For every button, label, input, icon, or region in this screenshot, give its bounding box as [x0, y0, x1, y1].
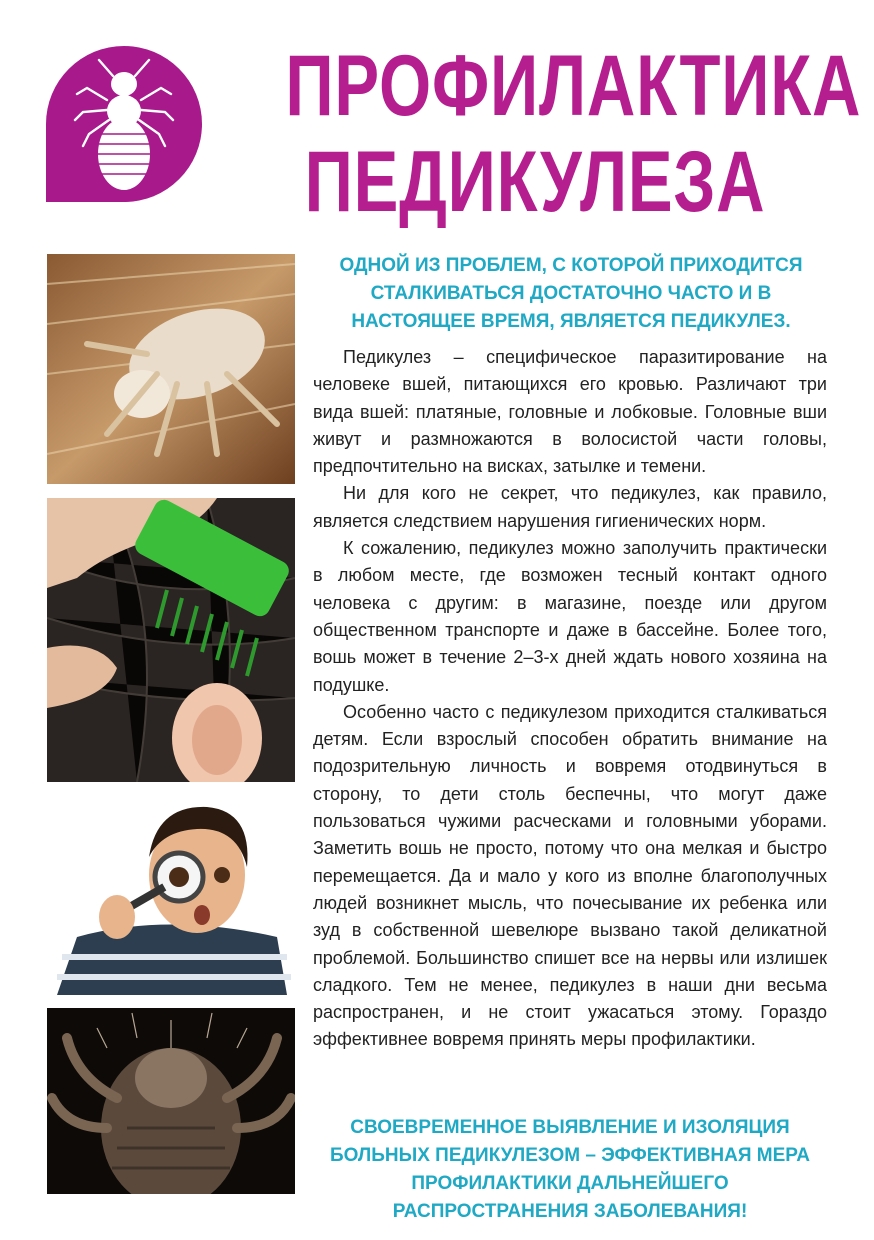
lead-heading: ОДНОЙ ИЗ ПРОБЛЕМ, С КОТОРОЙ ПРИХОДИТСЯ СТАЛКИВАТЬСЯ ДОСТАТОЧНО ЧАСТО И В НАСТОЯЩЕЕ ВРЕМЯ, ЯВЛЯЕТСЯ ПЕДИКУЛЕЗ.	[339, 255, 803, 332]
louse-microscope-photo	[47, 1008, 295, 1194]
paragraph-3: К сожалению, педикулез можно заполучить практически в любом месте, где возможен тесный контакт одного человека с другим: в магазине, поезде или другом общественном транспорте и даже в бассейне. Более того, вошь может в течение 2–3-х дней ждать нового хозяина на подушке.	[313, 538, 827, 695]
louse-closeup-photo	[47, 254, 295, 484]
paragraph-2: Ни для кого не секрет, что педикулез, как правило, является следствием нарушения гигиенических норм.	[313, 483, 827, 531]
boy-magnifier-photo	[47, 797, 295, 995]
title-line-2: ПЕДИКУЛЕЗА	[304, 134, 766, 230]
title-line-1: ПРОФИЛАКТИКА	[285, 38, 862, 134]
closing-statement: СВОЕВРЕМЕННОЕ ВЫЯВЛЕНИЕ И ИЗОЛЯЦИЯ БОЛЬНЫХ ПЕДИКУЛЕЗОМ – ЭФФЕКТИВНАЯ МЕРА ПРОФИЛАКТИКИ ДАЛЬНЕЙШЕГО РАСПРОСТРАНЕНИЯ ЗАБОЛЕВАНИЯ!	[329, 1117, 811, 1222]
comb-hair-photo	[47, 498, 295, 782]
logo-badge	[46, 46, 202, 202]
page-title	[285, 38, 862, 230]
article-body	[313, 344, 827, 1054]
paragraph-1: Педикулез – специфическое паразитирование на человеке вшей, питающихся его кровью. Различают три вида вшей: платяные, головные и лобковые. Головные вши живут и размножаются в волосистой части головы, предпочтительно на висках, затылке и темени.	[313, 347, 827, 477]
louse-icon	[69, 54, 179, 194]
paragraph-4: Особенно часто с педикулезом приходится сталкиваться детям. Если взрослый способен обратить внимание на подозрительную личность и вовремя отодвинуться в сторону, то дети столь беспечны, что могут даже пользоваться чужими расческами и головными уборами. Заметить вошь не просто, потому что она мелкая и быстро перемещается. Да и мало у кого из вполне благополучных людей возникнет мысль, что почесывание их ребенка или зуд в собственной шевелюре вызвано такой деликатной проблемой. Большинство спишет все на нервы или излишек сладкого. Тем не менее, педикулез в наши дни весьма распространен, и не стоит ужасаться этому. Гораздо эффективнее вовремя принять меры профилактики.	[313, 701, 827, 1050]
